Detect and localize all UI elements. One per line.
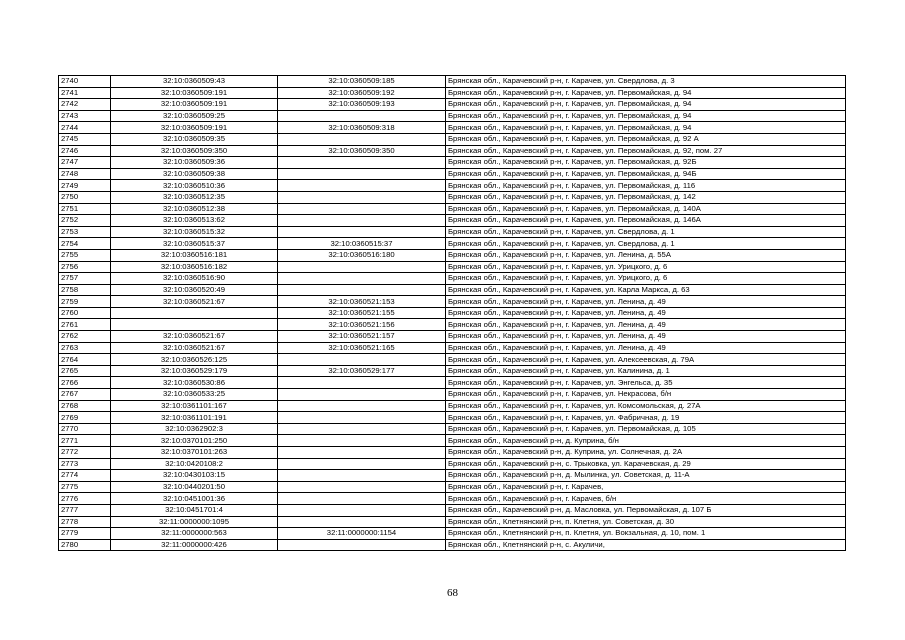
cadastral-number-cell: 32:10:0360509:191 [111, 87, 278, 99]
address-cell: Брянская обл., Карачевский р-н, с. Трыковка, ул. Карачевская, д. 29 [446, 458, 846, 470]
cadastral-number-cell: 32:10:0360512:35 [111, 191, 278, 203]
cadastral-number-cell: 32:10:0430103:15 [111, 470, 278, 482]
address-cell: Брянская обл., Карачевский р-н, г. Карачев, ул. Комсомольская, д. 27А [446, 400, 846, 412]
address-cell: Брянская обл., Карачевский р-н, г. Карачев, ул. Ленина, д. 49 [446, 331, 846, 343]
cadastral-number-cell: 32:10:0360512:38 [111, 203, 278, 215]
related-cadastral-cell [278, 516, 446, 528]
address-cell: Брянская обл., Карачевский р-н, г. Карачев, ул. Первомайская, д. 94Б [446, 168, 846, 180]
table-row [59, 342, 846, 354]
table-row [59, 296, 846, 308]
cadastral-number-cell: 32:10:0360509:25 [111, 110, 278, 122]
cadastral-number-cell: 32:10:0360509:35 [111, 133, 278, 145]
table-row [59, 133, 846, 145]
row-number-cell: 2769 [59, 412, 111, 424]
row-number-cell: 2740 [59, 76, 111, 88]
row-number-cell: 2756 [59, 261, 111, 273]
table-row [59, 435, 846, 447]
row-number-cell: 2757 [59, 273, 111, 285]
related-cadastral-cell: 32:10:0360509:350 [278, 145, 446, 157]
related-cadastral-cell [278, 354, 446, 366]
row-number-cell: 2752 [59, 215, 111, 227]
table-row [59, 528, 846, 540]
related-cadastral-cell: 32:10:0360521:156 [278, 319, 446, 331]
cadastral-number-cell: 32:10:0360529:179 [111, 365, 278, 377]
related-cadastral-cell [278, 191, 446, 203]
row-number-cell: 2744 [59, 122, 111, 134]
row-number-cell: 2780 [59, 539, 111, 551]
related-cadastral-cell [278, 273, 446, 285]
cadastral-number-cell: 32:10:0360516:181 [111, 249, 278, 261]
address-cell: Брянская обл., Клетнянский р-н, с. Акуличи, [446, 539, 846, 551]
cadastral-number-cell: 32:10:0360515:32 [111, 226, 278, 238]
cadastral-number-cell: 32:10:0360526:125 [111, 354, 278, 366]
related-cadastral-cell [278, 110, 446, 122]
address-cell: Брянская обл., Карачевский р-н, г. Карачев, ул. Урицкого, д. 6 [446, 261, 846, 273]
address-cell: Брянская обл., Карачевский р-н, г. Карачев, ул. Калинина, д. 1 [446, 365, 846, 377]
related-cadastral-cell: 32:10:0360521:157 [278, 331, 446, 343]
table-row [59, 215, 846, 227]
cadastral-number-cell: 32:10:0360521:67 [111, 342, 278, 354]
row-number-cell: 2755 [59, 249, 111, 261]
table-row [59, 539, 846, 551]
cadastral-number-cell: 32:10:0360509:191 [111, 122, 278, 134]
cadastral-number-cell: 32:10:0360521:67 [111, 296, 278, 308]
table-row [59, 99, 846, 111]
address-cell: Брянская обл., Карачевский р-н, г. Карачев, ул. Первомайская, д. 94 [446, 122, 846, 134]
related-cadastral-cell: 32:10:0360521:153 [278, 296, 446, 308]
related-cadastral-cell [278, 470, 446, 482]
address-cell: Брянская обл., Карачевский р-н, г. Карачев, ул. Первомайская, д. 94 [446, 110, 846, 122]
table-row [59, 157, 846, 169]
cadastral-number-cell: 32:10:0360515:37 [111, 238, 278, 250]
row-number-cell: 2779 [59, 528, 111, 540]
related-cadastral-cell [278, 493, 446, 505]
address-cell: Брянская обл., Карачевский р-н, г. Карачев, ул. Первомайская, д. 92Б [446, 157, 846, 169]
related-cadastral-cell [278, 435, 446, 447]
table-row [59, 400, 846, 412]
table-row [59, 307, 846, 319]
address-cell: Брянская обл., Карачевский р-н, д. Мылинка, ул. Советская, д. 11-А [446, 470, 846, 482]
row-number-cell: 2753 [59, 226, 111, 238]
related-cadastral-cell: 32:10:0360509:185 [278, 76, 446, 88]
row-number-cell: 2762 [59, 331, 111, 343]
cadastral-number-cell: 32:10:0420108:2 [111, 458, 278, 470]
related-cadastral-cell: 32:10:0360516:180 [278, 249, 446, 261]
table-row [59, 481, 846, 493]
row-number-cell: 2763 [59, 342, 111, 354]
row-number-cell: 2742 [59, 99, 111, 111]
address-cell: Брянская обл., Карачевский р-н, д. Куприна, ул. Солнечная, д. 2А [446, 447, 846, 459]
address-cell: Брянская обл., Клетнянский р-н, п. Клетня, ул. Вокзальная, д. 10, пом. 1 [446, 528, 846, 540]
related-cadastral-cell: 32:10:0360509:193 [278, 99, 446, 111]
cadastral-number-cell: 32:10:0370101:263 [111, 447, 278, 459]
address-cell: Брянская обл., Карачевский р-н, г. Карачев, ул. Энгельса, д. 35 [446, 377, 846, 389]
table-row [59, 458, 846, 470]
table-row [59, 493, 846, 505]
page-number: 68 [447, 587, 458, 599]
cadastral-number-cell: 32:10:0360520:49 [111, 284, 278, 296]
related-cadastral-cell [278, 157, 446, 169]
address-cell: Брянская обл., Карачевский р-н, г. Карачев, ул. Свердлова, д. 1 [446, 226, 846, 238]
cadastral-number-cell: 32:10:0360509:350 [111, 145, 278, 157]
related-cadastral-cell [278, 226, 446, 238]
address-cell: Брянская обл., Карачевский р-н, г. Карачев, ул. Первомайская, д. 94 [446, 87, 846, 99]
table-row [59, 389, 846, 401]
row-number-cell: 2765 [59, 365, 111, 377]
table-row [59, 238, 846, 250]
cadastral-number-cell: 32:10:0360509:36 [111, 157, 278, 169]
address-cell: Брянская обл., Карачевский р-н, г. Карачев, ул. Первомайская, д. 146А [446, 215, 846, 227]
address-cell: Брянская обл., Карачевский р-н, г. Карачев, ул. Первомайская, д. 94 [446, 99, 846, 111]
address-cell: Брянская обл., Карачевский р-н, г. Карачев, ул. Первомайская, д. 92 А [446, 133, 846, 145]
related-cadastral-cell: 32:10:0360521:155 [278, 307, 446, 319]
cadastral-number-cell: 32:10:0362902:3 [111, 423, 278, 435]
cadastral-number-cell: 32:10:0361101:191 [111, 412, 278, 424]
table-row [59, 284, 846, 296]
table-row [59, 412, 846, 424]
cadastral-number-cell: 32:10:0451701:4 [111, 504, 278, 516]
table-row [59, 273, 846, 285]
row-number-cell: 2758 [59, 284, 111, 296]
row-number-cell: 2760 [59, 307, 111, 319]
table-row [59, 319, 846, 331]
address-cell: Брянская обл., Карачевский р-н, г. Карачев, ул. Ленина, д. 55А [446, 249, 846, 261]
table-row [59, 191, 846, 203]
row-number-cell: 2743 [59, 110, 111, 122]
row-number-cell: 2775 [59, 481, 111, 493]
cadastral-number-cell [111, 307, 278, 319]
row-number-cell: 2771 [59, 435, 111, 447]
address-cell: Брянская обл., Карачевский р-н, г. Карачев, ул. Свердлова, д. 3 [446, 76, 846, 88]
related-cadastral-cell [278, 377, 446, 389]
related-cadastral-cell [278, 481, 446, 493]
address-cell: Брянская обл., Карачевский р-н, г. Карачев, ул. Первомайская, д. 140А [446, 203, 846, 215]
related-cadastral-cell: 32:11:0000000:1154 [278, 528, 446, 540]
address-cell: Брянская обл., Карачевский р-н, г. Карачев, ул. Первомайская, д. 92, пом. 27 [446, 145, 846, 157]
related-cadastral-cell [278, 400, 446, 412]
row-number-cell: 2766 [59, 377, 111, 389]
row-number-cell: 2761 [59, 319, 111, 331]
address-cell: Брянская обл., Карачевский р-н, г. Карачев, [446, 481, 846, 493]
address-cell: Брянская обл., Карачевский р-н, г. Карачев, ул. Первомайская, д. 116 [446, 180, 846, 192]
table-row [59, 145, 846, 157]
row-number-cell: 2767 [59, 389, 111, 401]
cadastral-number-cell: 32:11:0000000:1095 [111, 516, 278, 528]
address-cell: Брянская обл., Карачевский р-н, г. Карачев, ул. Некрасова, б/н [446, 389, 846, 401]
row-number-cell: 2768 [59, 400, 111, 412]
address-cell: Брянская обл., Карачевский р-н, г. Карачев, ул. Карла Маркса, д. 63 [446, 284, 846, 296]
registry-table-body [59, 76, 846, 551]
table-row [59, 516, 846, 528]
cadastral-number-cell: 32:10:0361101:167 [111, 400, 278, 412]
table-row [59, 331, 846, 343]
address-cell: Брянская обл., Карачевский р-н, д. Масловка, ул. Первомайская, д. 107 Б [446, 504, 846, 516]
row-number-cell: 2748 [59, 168, 111, 180]
related-cadastral-cell [278, 423, 446, 435]
row-number-cell: 2746 [59, 145, 111, 157]
registry-table [58, 75, 846, 551]
cadastral-number-cell: 32:10:0360509:43 [111, 76, 278, 88]
related-cadastral-cell [278, 412, 446, 424]
table-row [59, 226, 846, 238]
cadastral-number-cell: 32:10:0360516:182 [111, 261, 278, 273]
address-cell: Брянская обл., Карачевский р-н, г. Карачев, ул. Алексеевская, д. 79А [446, 354, 846, 366]
row-number-cell: 2770 [59, 423, 111, 435]
cadastral-number-cell: 32:10:0360513:62 [111, 215, 278, 227]
table-row [59, 122, 846, 134]
related-cadastral-cell [278, 168, 446, 180]
address-cell: Брянская обл., Карачевский р-н, г. Карачев, ул. Ленина, д. 49 [446, 319, 846, 331]
table-row [59, 470, 846, 482]
address-cell: Брянская обл., Карачевский р-н, г. Карачев, ул. Первомайская, д. 105 [446, 423, 846, 435]
related-cadastral-cell [278, 261, 446, 273]
address-cell: Брянская обл., Карачевский р-н, г. Карачев, ул. Урицкого, д. 6 [446, 273, 846, 285]
cadastral-number-cell: 32:10:0360516:90 [111, 273, 278, 285]
address-cell: Брянская обл., Клетнянский р-н, п. Клетня, ул. Советская, д. 30 [446, 516, 846, 528]
cadastral-number-cell: 32:10:0360533:25 [111, 389, 278, 401]
related-cadastral-cell [278, 215, 446, 227]
table-row [59, 87, 846, 99]
related-cadastral-cell [278, 284, 446, 296]
related-cadastral-cell [278, 458, 446, 470]
related-cadastral-cell [278, 203, 446, 215]
cadastral-number-cell: 32:10:0360521:67 [111, 331, 278, 343]
cadastral-number-cell: 32:10:0360509:191 [111, 99, 278, 111]
row-number-cell: 2764 [59, 354, 111, 366]
related-cadastral-cell [278, 504, 446, 516]
related-cadastral-cell: 32:10:0360529:177 [278, 365, 446, 377]
table-row [59, 377, 846, 389]
row-number-cell: 2772 [59, 447, 111, 459]
row-number-cell: 2751 [59, 203, 111, 215]
row-number-cell: 2778 [59, 516, 111, 528]
table-row [59, 203, 846, 215]
row-number-cell: 2776 [59, 493, 111, 505]
row-number-cell: 2759 [59, 296, 111, 308]
table-row [59, 76, 846, 88]
related-cadastral-cell [278, 180, 446, 192]
table-row [59, 168, 846, 180]
row-number-cell: 2750 [59, 191, 111, 203]
row-number-cell: 2745 [59, 133, 111, 145]
table-row [59, 447, 846, 459]
related-cadastral-cell [278, 447, 446, 459]
table-row [59, 180, 846, 192]
table-row [59, 261, 846, 273]
cadastral-number-cell: 32:11:0000000:426 [111, 539, 278, 551]
row-number-cell: 2741 [59, 87, 111, 99]
address-cell: Брянская обл., Карачевский р-н, г. Карачев, ул. Свердлова, д. 1 [446, 238, 846, 250]
row-number-cell: 2749 [59, 180, 111, 192]
row-number-cell: 2774 [59, 470, 111, 482]
table-row [59, 249, 846, 261]
cadastral-number-cell: 32:10:0360530:86 [111, 377, 278, 389]
address-cell: Брянская обл., Карачевский р-н, г. Карачев, б/н [446, 493, 846, 505]
address-cell: Брянская обл., Карачевский р-н, г. Карачев, ул. Первомайская, д. 142 [446, 191, 846, 203]
row-number-cell: 2747 [59, 157, 111, 169]
table-row [59, 110, 846, 122]
address-cell: Брянская обл., Карачевский р-н, г. Карачев, ул. Ленина, д. 49 [446, 296, 846, 308]
related-cadastral-cell [278, 133, 446, 145]
row-number-cell: 2773 [59, 458, 111, 470]
address-cell: Брянская обл., Карачевский р-н, г. Карачев, ул. Ленина, д. 49 [446, 342, 846, 354]
related-cadastral-cell [278, 539, 446, 551]
related-cadastral-cell: 32:10:0360509:192 [278, 87, 446, 99]
table-row [59, 504, 846, 516]
related-cadastral-cell: 32:10:0360509:318 [278, 122, 446, 134]
row-number-cell: 2754 [59, 238, 111, 250]
cadastral-number-cell: 32:10:0451001:36 [111, 493, 278, 505]
related-cadastral-cell: 32:10:0360521:165 [278, 342, 446, 354]
related-cadastral-cell [278, 389, 446, 401]
cadastral-number-cell: 32:11:0000000:563 [111, 528, 278, 540]
table-row [59, 365, 846, 377]
table-row [59, 354, 846, 366]
cadastral-number-cell: 32:10:0360510:36 [111, 180, 278, 192]
address-cell: Брянская обл., Карачевский р-н, г. Карачев, ул. Фабричная, д. 19 [446, 412, 846, 424]
row-number-cell: 2777 [59, 504, 111, 516]
address-cell: Брянская обл., Карачевский р-н, д. Куприна, б/н [446, 435, 846, 447]
related-cadastral-cell: 32:10:0360515:37 [278, 238, 446, 250]
cadastral-number-cell: 32:10:0360509:38 [111, 168, 278, 180]
cadastral-number-cell: 32:10:0440201:50 [111, 481, 278, 493]
cadastral-number-cell [111, 319, 278, 331]
table-row [59, 423, 846, 435]
address-cell: Брянская обл., Карачевский р-н, г. Карачев, ул. Ленина, д. 49 [446, 307, 846, 319]
cadastral-number-cell: 32:10:0370101:250 [111, 435, 278, 447]
